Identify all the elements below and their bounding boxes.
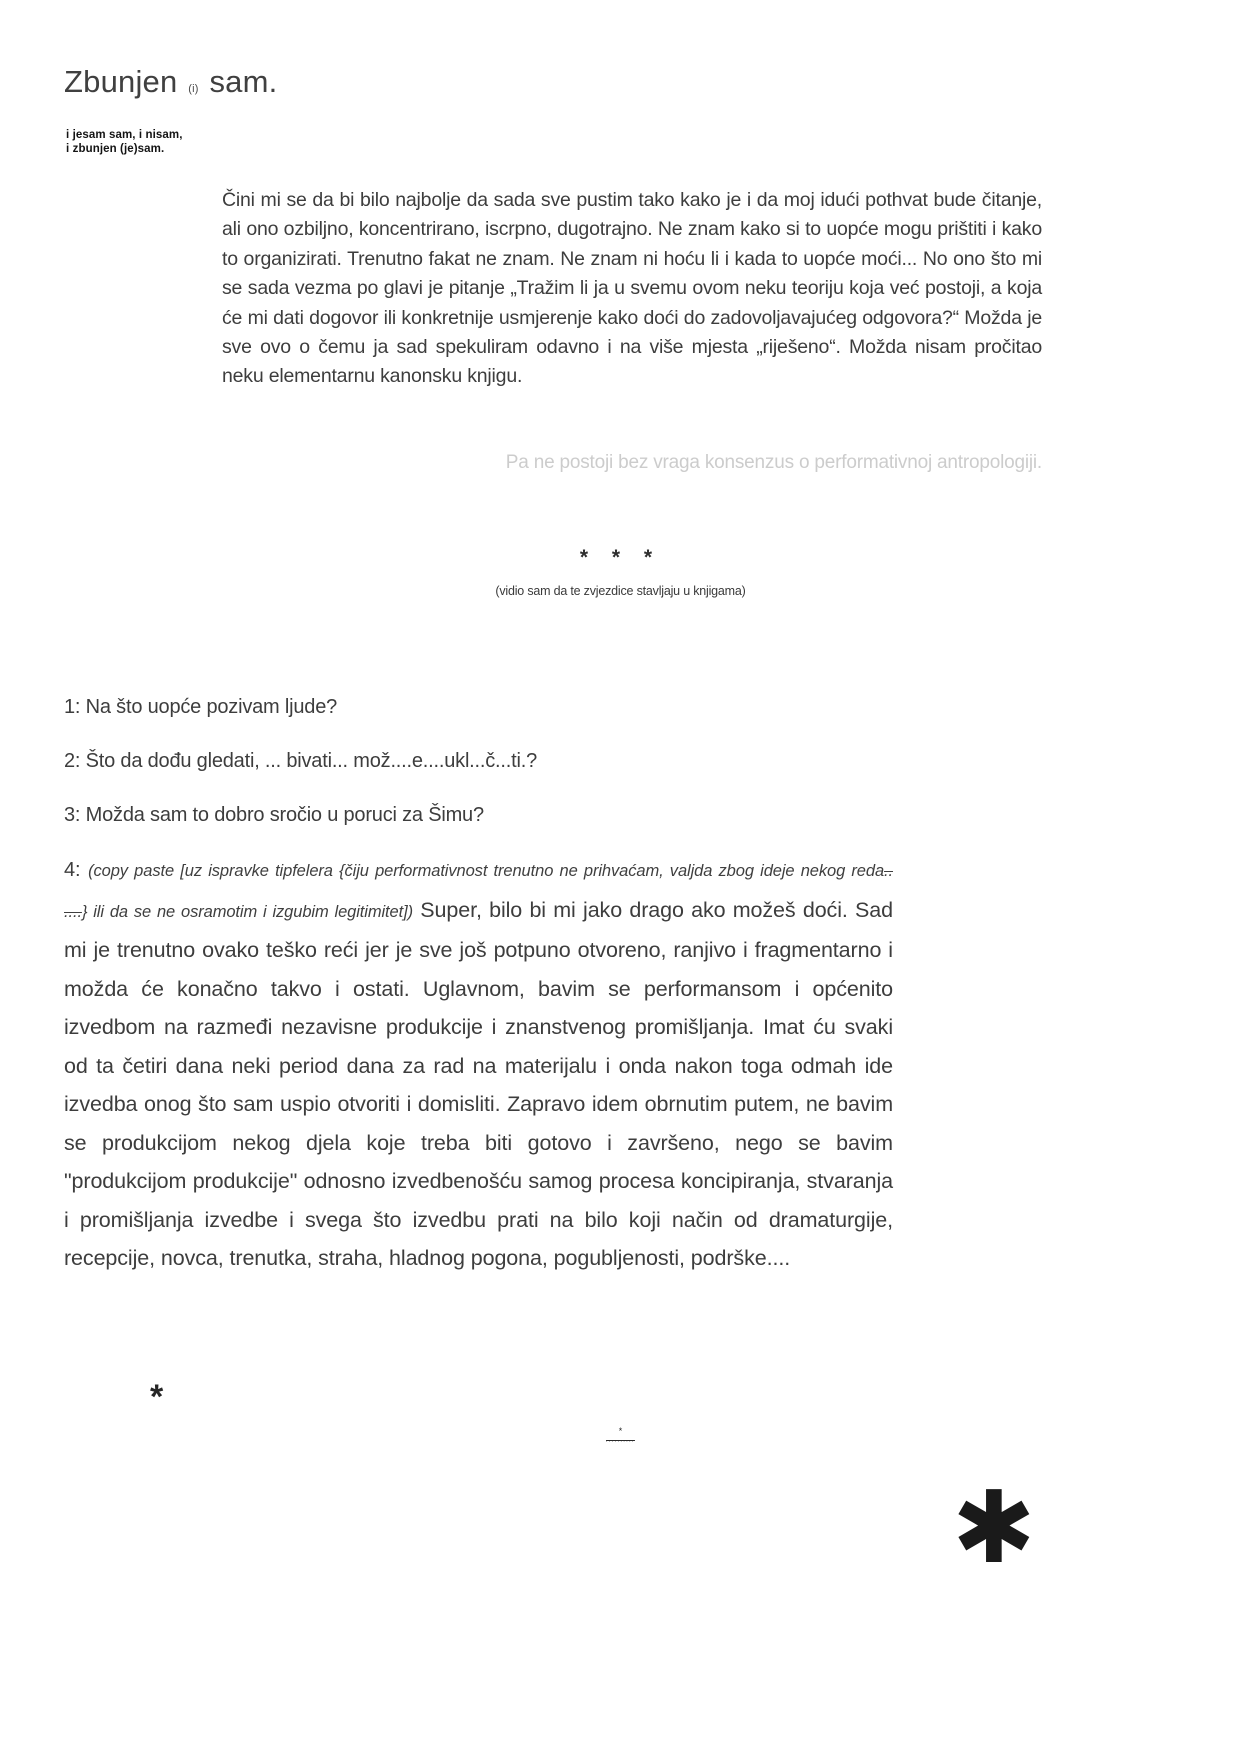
page-title xyxy=(64,64,277,100)
left-asterisk-mark: * xyxy=(150,1378,164,1416)
item4-paragraph xyxy=(64,850,893,1278)
big-asterisk-mark: ✱ xyxy=(952,1469,1036,1586)
item4-body: Sad mi je trenutno ovako teško reći jer je sve još potpuno otvoreno, ranjivo i fragmentarno i možda će konačno takvo i ostati. Uglavnom, bavim se performansom i općenito izvedbom na razmeđi nezavisne produkcije i znanstvenog promišljanja. Imat ću svaki od ta četiri dana neki period dana za rad na materijalu i onda nakon toga odmah ide izvedba onog što sam uspio otvoriti i domisliti. Zapravo idem obrnutim putem, ne bavim se produkcijom nekog djela koje treba biti gotovo i završeno, nego se bavim "produkcijom produkcije" odnosno izvedbenošću samog procesa koncipiranja, stvaranja i promišljanja izvedbe i svega što izvedbu prati na bilo koji način od dramaturgije, recepcije, novca, trenutka, straha, hladnog pogona, pogubljenosti, podrške.... xyxy=(64,897,893,1270)
gray-remark: Pa ne postoji bez vraga konsenzus o performativnoj antropologiji. xyxy=(505,452,1042,473)
epigraph xyxy=(66,128,183,156)
item4-aside-italic: (copy paste [uz ispravke tipfelera {čiju performativnost trenutno ne prihvaćam, valjda zbog ideje nekog reda xyxy=(88,862,885,880)
item4-lead-sentence: Super, bilo bi mi jako drago ako možeš doći. xyxy=(420,897,848,922)
asterisk-separator: * * * xyxy=(579,546,662,569)
title-subscript: (i) xyxy=(188,83,199,95)
question-item-3: 3: Možda sam to dobro sročio u poruci za Šimu? xyxy=(64,804,484,826)
epigraph-line: i zbunjen (je)sam. xyxy=(66,143,165,155)
separator-caption: (vidio sam da te zvjezdice stavljaju u knjigama) xyxy=(495,584,746,598)
item4-struck-dots-start: .... xyxy=(64,902,82,921)
item4-struck-dots-end: .. xyxy=(884,862,893,880)
item4-label: 4: xyxy=(64,859,81,881)
question-item-1: 1: Na što uopće pozivam ljude? xyxy=(64,696,338,718)
tiny-struck-caption: .......... xyxy=(606,1438,635,1444)
title-text-left: Zbunjen xyxy=(64,64,178,99)
question-item-2: 2: Što da dođu gledati, ... bivati... mož....e....ukl...č...ti.? xyxy=(64,750,538,772)
tiny-asterisk-mark: * xyxy=(618,1426,623,1436)
title-text-right: sam. xyxy=(209,64,278,99)
item4-aside-italic-close: } ili da se ne osramotim i izgubim legitimitet]) xyxy=(81,902,413,921)
intro-paragraph: Čini mi se da bi bilo najbolje da sada sve pustim tako kako je i da moj idući pothvat bude čitanje, ali ono ozbiljno, koncentrirano, iscrpno, dugotrajno. Ne znam kako si to uopće mogu prištiti i kako to organizirati. Trenutno fakat ne znam. Ne znam ni hoću li i kada to uopće moći... No ono što mi se sada vezma po glavi je pitanje „Tražim li ja u svemu ovom neku teoriju koja već postoji, a koja će mi dati dogovor ili konkretnije usmjerenje kako doći do zadovoljavajućeg odgovora?“ Možda je sve ovo o čemu ja sad spekuliram odavno i na više mjesta „riješeno“. Možda nisam pročitao neku elementarnu kanonsku knjigu. xyxy=(222,189,1042,388)
epigraph-line: i jesam sam, i nisam, xyxy=(66,129,183,141)
